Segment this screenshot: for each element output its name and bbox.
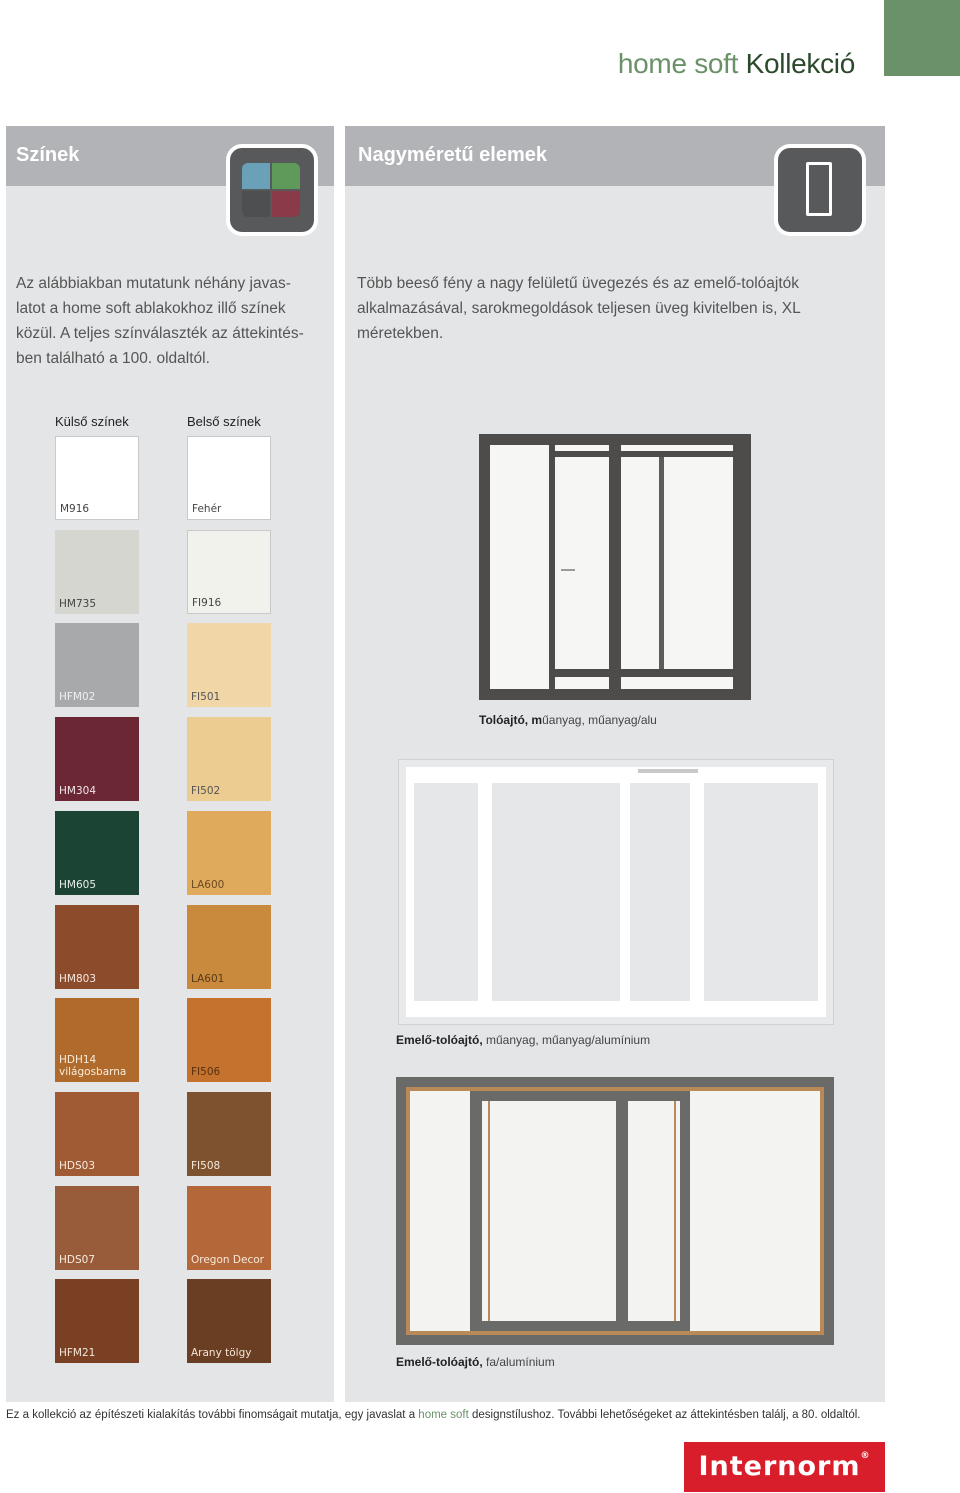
interior-swatch bbox=[187, 1186, 271, 1270]
sliding-door-caption: Tolóajtó, műanyag, műanyag/alu bbox=[479, 713, 657, 727]
swatch-code: FI502 bbox=[191, 785, 221, 798]
swatch-code: HM803 bbox=[59, 972, 96, 985]
exterior-swatch bbox=[55, 623, 139, 707]
exterior-swatch bbox=[55, 1279, 139, 1363]
lift-slide-door-white-image bbox=[398, 759, 834, 1025]
large-elements-title: Nagyméretű elemek bbox=[358, 144, 547, 166]
swatch-code: HFM21 bbox=[59, 1347, 96, 1360]
lift-slide-white-caption: Emelő-tolóajtó, műanyag, műanyag/alumínium bbox=[396, 1033, 651, 1047]
interior-swatch bbox=[187, 1092, 271, 1176]
internorm-logo[interactable]: Internorm® bbox=[684, 1442, 885, 1492]
colors-panel-title: Színek bbox=[16, 144, 80, 166]
exterior-swatch bbox=[55, 1186, 139, 1270]
interior-swatch bbox=[187, 530, 271, 614]
swatch-code: Arany tölgy bbox=[191, 1347, 252, 1360]
exterior-swatch bbox=[55, 1092, 139, 1176]
swatch-code: FI916 bbox=[192, 596, 222, 609]
swatch-code: FI506 bbox=[191, 1066, 221, 1079]
swatch-code: Oregon Decor bbox=[191, 1253, 264, 1266]
swatch-code: LA601 bbox=[191, 972, 225, 985]
interior-swatch bbox=[187, 623, 271, 707]
lift-slide-wood-caption: Emelő-tolóajtó, fa/alumínium bbox=[396, 1355, 555, 1369]
lift-slide-door-wood-image bbox=[396, 1077, 834, 1345]
footer-note: Ez a kollekció az építészeti kialakítás további finomságait mutatja, egy javaslat a home soft designstílushoz. További lehetőségeket az áttekintésben találj, a 80. oldaltól. bbox=[6, 1409, 861, 1421]
swatch-code: FI501 bbox=[191, 691, 221, 704]
door-icon-badge bbox=[778, 148, 862, 232]
color-grid-icon bbox=[230, 148, 314, 232]
exterior-colors-label: Külső színek bbox=[55, 414, 129, 429]
interior-swatch bbox=[187, 1279, 271, 1363]
swatch-code: HM735 bbox=[59, 597, 96, 610]
swatch-code: LA600 bbox=[191, 878, 225, 891]
footer-brand: home soft bbox=[418, 1409, 469, 1421]
page-title bbox=[618, 48, 855, 80]
interior-colors-label: Belső színek bbox=[187, 414, 261, 429]
swatch-code: HDS03 bbox=[59, 1159, 96, 1172]
colors-intro: Az alábbiakban mutatunk néhány javas- latot a home soft ablakokhoz illő színek közül. A teljes színválaszték az áttekintés- ben található a 100. oldaltól. bbox=[16, 275, 304, 367]
collection-label: Kollekció bbox=[745, 48, 855, 79]
swatch-code: HM304 bbox=[59, 785, 96, 798]
door-icon bbox=[806, 162, 832, 216]
exterior-swatch bbox=[55, 998, 139, 1082]
swatch-code: HFM02 bbox=[59, 691, 96, 704]
interior-swatch bbox=[187, 436, 271, 520]
interior-swatch bbox=[187, 998, 271, 1082]
swatch-code: M916 bbox=[60, 503, 90, 515]
interior-swatch bbox=[187, 811, 271, 895]
exterior-swatch bbox=[55, 905, 139, 989]
swatch-code: Fehér bbox=[192, 503, 222, 515]
swatch-code: FI508 bbox=[191, 1159, 221, 1172]
corner-accent bbox=[884, 0, 960, 76]
swatch-code: HDS07 bbox=[59, 1253, 96, 1266]
exterior-swatch bbox=[55, 530, 139, 614]
exterior-swatch bbox=[55, 811, 139, 895]
exterior-swatch bbox=[55, 717, 139, 801]
sliding-door-image bbox=[479, 434, 751, 700]
interior-swatch bbox=[187, 717, 271, 801]
swatch-code: HDH14 világosbarna bbox=[59, 1054, 127, 1079]
brand-name: home soft bbox=[617, 48, 739, 79]
swatch-code: HM605 bbox=[59, 878, 96, 891]
large-elements-intro: Több beeső fény a nagy felületű üvegezés és az emelő-tolóajtók alkalmazásával, sarokmegoldások teljesen üveg kivitelben is, XL méretekben. bbox=[357, 275, 801, 342]
interior-swatch bbox=[187, 905, 271, 989]
exterior-swatch bbox=[55, 436, 139, 520]
